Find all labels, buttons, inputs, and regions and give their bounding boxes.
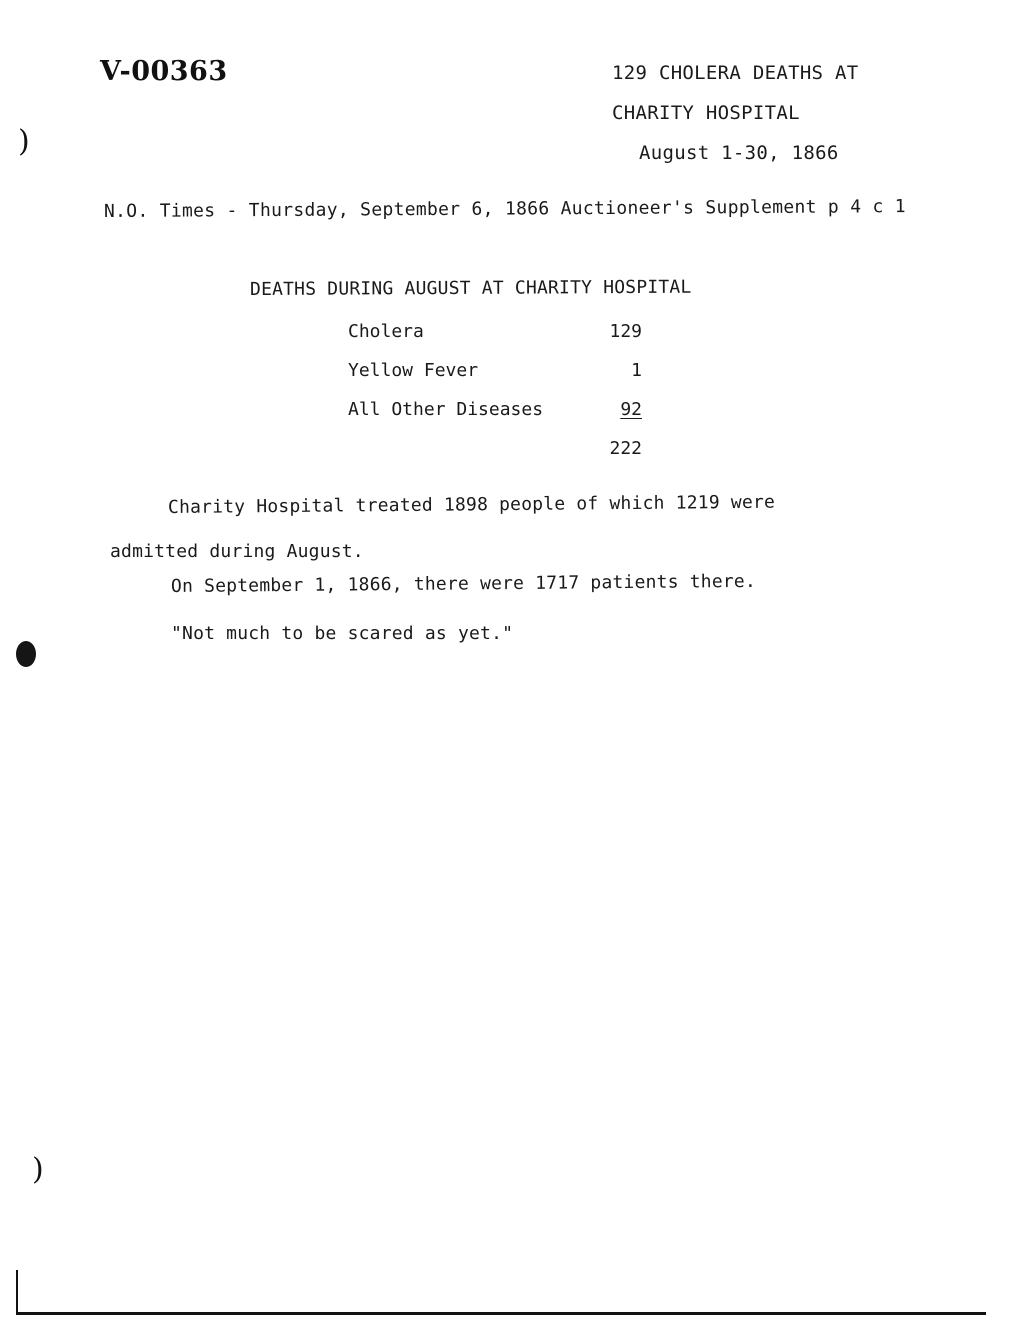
title-line: CHARITY HOSPITAL (612, 102, 800, 124)
binder-mark: ) (32, 1152, 44, 1187)
table-row-value: 129 (609, 321, 642, 342)
table-row-value (560, 399, 642, 420)
paragraph-line: Charity Hospital treated 1898 people of which 1219 were (167, 491, 776, 518)
paragraph-line: admitted during August. (110, 541, 364, 562)
table-row-label: All Other Diseases (348, 399, 544, 420)
source-citation: N.O. Times - Thursday, September 6, 1866 Auctioneer's Supplement p 4 c 1 (103, 196, 906, 222)
paragraph-line: On September 1, 1866, there were 1717 patients there. (170, 570, 757, 597)
edge-line (16, 1270, 18, 1315)
quote-line: "Not much to be scared as yet." (171, 623, 514, 644)
table-total: 222 (609, 438, 642, 459)
table-row-value: 1 (631, 360, 642, 381)
edge-line (16, 1312, 986, 1315)
binder-mark: ) (18, 124, 30, 159)
title-line: August 1-30, 1866 (639, 142, 839, 164)
table-row-label: Cholera (348, 321, 424, 342)
underlined-value: 92 (620, 399, 642, 420)
document-id: V-00363 (100, 56, 228, 87)
punch-hole (16, 641, 36, 667)
title-line: 129 CHOLERA DEATHS AT (612, 62, 859, 84)
table-row-label: Yellow Fever (348, 360, 479, 381)
table-heading: DEATHS DURING AUGUST AT CHARITY HOSPITAL (249, 276, 692, 300)
